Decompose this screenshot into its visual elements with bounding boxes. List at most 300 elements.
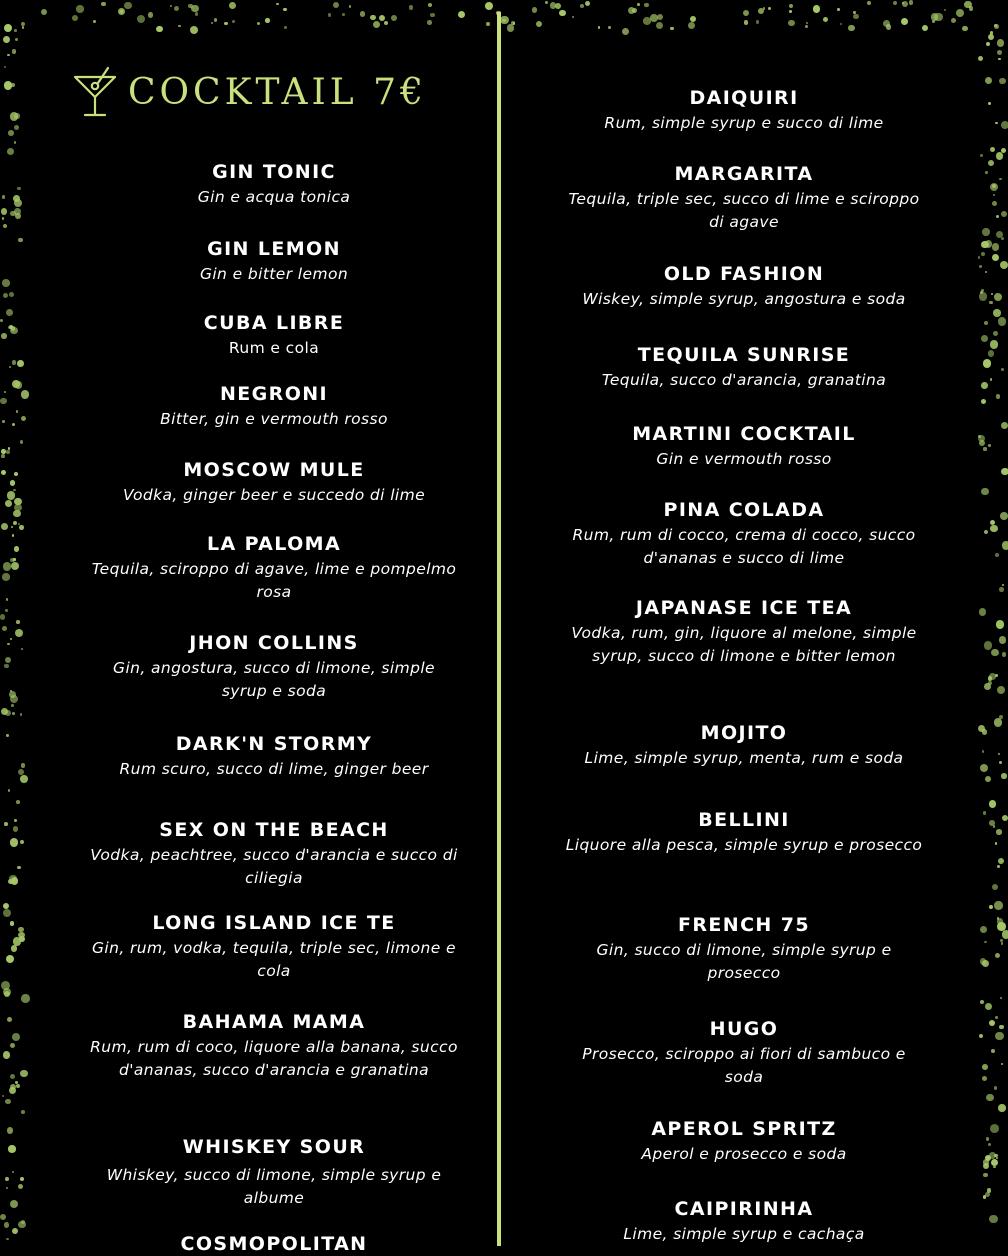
speckle-dot	[991, 1049, 995, 1053]
speckle-dot	[384, 21, 389, 26]
menu-item-negroni	[90, 382, 458, 431]
speckle-dot	[628, 7, 635, 14]
speckle-dot	[979, 608, 987, 616]
speckle-dot	[507, 24, 514, 31]
speckle-dot	[990, 147, 995, 152]
speckle-dot	[997, 922, 1005, 930]
speckle-dot	[985, 271, 987, 273]
speckle-dot	[983, 359, 992, 368]
speckle-dot	[0, 319, 3, 322]
speckle-dot	[7, 491, 15, 499]
speckle-dot	[190, 26, 198, 34]
speckle-dot	[284, 26, 287, 29]
speckle-dot	[998, 753, 1000, 755]
speckle-dot	[156, 26, 163, 33]
item-desc: Tequila, succo d'arancia, granatina	[601, 371, 887, 389]
item-name: DARK'N STORMY	[175, 733, 373, 755]
speckle-dot	[992, 254, 999, 261]
speckle-dot	[8, 130, 14, 136]
speckle-dot	[788, 20, 794, 26]
speckle-dot	[999, 78, 1006, 85]
speckle-dot	[2, 626, 7, 631]
speckle-dot	[988, 160, 994, 166]
speckle-dot	[0, 398, 6, 404]
speckle-dot	[1002, 541, 1008, 550]
speckle-dot	[9, 1087, 16, 1094]
speckle-dot	[848, 25, 855, 32]
speckle-dot	[996, 231, 1003, 238]
speckle-dot	[996, 394, 1000, 398]
menu-item-cosmopolitan	[90, 1232, 458, 1256]
speckle-dot	[992, 201, 997, 206]
speckle-dot	[997, 865, 1000, 868]
speckle-dot	[486, 22, 490, 26]
speckle-dot	[12, 1033, 20, 1041]
speckle-dot	[643, 17, 650, 24]
item-name: LONG ISLAND ICE TE	[152, 912, 396, 934]
speckle-dot	[10, 921, 14, 925]
speckle-dot	[670, 27, 674, 31]
speckle-dot	[4, 822, 8, 826]
speckle-dot	[19, 525, 24, 530]
speckle-dot	[6, 1187, 8, 1189]
speckle-dot	[536, 21, 542, 27]
speckle-dot	[2, 1095, 5, 1098]
item-desc: Tequila, sciroppo di agave, lime e pompelmo rosa	[91, 560, 457, 601]
speckle-dot	[637, 3, 640, 6]
speckle-dot	[3, 909, 11, 917]
speckle-dot	[982, 729, 988, 735]
speckle-dot	[985, 171, 988, 174]
speckle-dot	[232, 20, 235, 23]
speckle-dot	[978, 256, 980, 258]
speckle-dot	[21, 1110, 25, 1114]
speckle-dot	[7, 54, 9, 56]
speckle-dot	[1002, 652, 1007, 657]
speckle-dot	[1, 981, 10, 990]
speckle-dot	[21, 648, 23, 650]
speckle-dot	[4, 391, 6, 393]
speckle-dot	[18, 1184, 23, 1189]
menu-header	[72, 64, 427, 120]
speckle-dot	[994, 293, 1003, 302]
speckle-dot	[6, 598, 9, 601]
speckle-dot	[17, 187, 20, 190]
speckle-dot	[893, 1, 897, 5]
speckle-dot	[644, 3, 649, 8]
speckle-dot	[8, 447, 11, 450]
speckle-dot	[12, 423, 15, 426]
martini-glass-icon	[72, 65, 118, 119]
speckle-dot	[996, 620, 1005, 629]
speckle-dot	[789, 10, 792, 13]
item-name: PINA COLADA	[663, 499, 825, 521]
speckle-dot	[982, 1076, 987, 1081]
speckle-dot	[9, 366, 11, 368]
speckle-dot	[10, 1074, 15, 1079]
speckle-dot	[14, 199, 22, 207]
speckle-dot	[12, 534, 15, 537]
speckle-dot	[4, 991, 10, 997]
speckle-dot	[979, 1034, 983, 1038]
speckle-dot	[979, 292, 987, 300]
speckle-dot	[572, 16, 574, 18]
item-desc: Gin e acqua tonica	[197, 188, 351, 206]
speckle-dot	[980, 764, 988, 772]
speckle-dot	[984, 530, 988, 534]
speckle-dot	[11, 526, 13, 528]
speckle-dot	[999, 587, 1004, 592]
speckle-dot	[11, 562, 19, 570]
item-name: JHON COLLINS	[189, 632, 359, 654]
speckle-dot	[3, 36, 10, 43]
speckle-dot	[21, 416, 26, 421]
item-name: BELLINI	[698, 809, 790, 831]
menu-item-la-paloma	[90, 532, 458, 604]
speckle-dot	[763, 7, 766, 10]
speckle-dot	[20, 1070, 27, 1077]
speckle-dot	[5, 1177, 9, 1181]
menu-item-cuba-libre	[90, 311, 458, 360]
speckle-dot	[93, 20, 96, 23]
speckle-dot	[981, 241, 989, 249]
speckle-dot	[988, 350, 994, 356]
speckle-dot	[4, 664, 8, 668]
speckle-dot	[3, 1051, 11, 1059]
speckle-dot	[995, 953, 1000, 958]
speckle-dot	[3, 562, 12, 571]
speckle-dot	[14, 125, 19, 130]
speckle-dot	[224, 22, 227, 25]
speckle-dot	[14, 141, 17, 144]
speckle-dot	[18, 238, 22, 242]
speckle-dot	[993, 825, 996, 828]
menu-item-long-island-ice-te	[90, 911, 458, 983]
speckle-dot	[5, 500, 12, 507]
speckle-dot	[41, 9, 48, 16]
speckle-dot	[688, 22, 696, 30]
speckle-dot	[768, 7, 771, 10]
speckle-dot	[6, 450, 10, 454]
menu-item-mojito	[562, 721, 926, 770]
menu-item-gin-lemon	[90, 237, 458, 286]
speckle-dot	[2, 279, 10, 287]
speckle-dot	[8, 1145, 15, 1152]
item-desc: Gin e vermouth rosso	[656, 450, 832, 468]
speckle-dot	[12, 380, 20, 388]
menu-item-moscow-mule	[90, 458, 458, 507]
menu-item-bahama-mama	[90, 1010, 458, 1082]
speckle-dot	[1, 708, 8, 715]
item-desc: Whiskey, succo di limone, simple syrup e albume	[106, 1166, 442, 1207]
speckle-dot	[1001, 1063, 1003, 1065]
speckle-dot	[21, 390, 29, 398]
speckle-dot	[16, 800, 20, 804]
item-desc: Wiskey, simple syrup, angostura e soda	[582, 290, 906, 308]
speckle-dot	[6, 734, 9, 737]
speckle-dot	[3, 293, 8, 298]
item-name: MARGARITA	[674, 163, 814, 185]
speckle-dot	[993, 194, 995, 196]
speckle-dot	[195, 12, 198, 15]
speckle-dot	[485, 2, 493, 10]
speckle-dot	[980, 1000, 984, 1004]
speckle-dot	[17, 866, 20, 869]
speckle-dot	[532, 7, 537, 12]
speckle-dot	[12, 1228, 18, 1234]
speckle-dot	[988, 681, 992, 685]
speckle-dot	[430, 13, 434, 17]
speckle-dot	[585, 1, 590, 6]
speckle-dot	[944, 9, 946, 11]
item-name: APEROL SPRITZ	[651, 1118, 837, 1140]
speckle-dot	[178, 25, 181, 28]
speckle-dot	[12, 360, 16, 364]
speckle-dot	[1001, 422, 1008, 429]
speckle-dot	[983, 1173, 987, 1177]
speckle-dot	[2, 217, 5, 220]
speckle-dot	[598, 26, 601, 29]
speckle-dot	[20, 713, 23, 716]
speckle-dot	[806, 22, 808, 24]
speckle-dot	[932, 20, 935, 23]
speckle-dot	[124, 2, 131, 9]
item-desc: Liquore alla pesca, simple syrup e prosecco	[565, 836, 923, 854]
speckle-dot	[980, 926, 987, 933]
speckle-dot	[265, 18, 269, 22]
item-name: WHISKEY SOUR	[182, 1136, 366, 1158]
item-desc: Aperol e prosecco e soda	[641, 1145, 847, 1163]
speckle-dot	[988, 34, 994, 40]
speckle-dot	[999, 1025, 1004, 1030]
column-divider	[497, 12, 501, 1246]
speckle-dot	[283, 8, 287, 12]
speckle-dot	[1001, 773, 1006, 778]
speckle-dot	[991, 1159, 998, 1166]
speckle-dot	[969, 6, 974, 11]
item-name: BAHAMA MAMA	[182, 1011, 366, 1033]
menu-item-french-75	[562, 913, 926, 985]
speckle-dot	[985, 1003, 993, 1011]
speckle-dot	[137, 15, 145, 23]
speckle-dot	[360, 11, 366, 17]
speckle-dot	[7, 1127, 13, 1133]
speckle-dot	[21, 994, 30, 1003]
speckle-dot	[997, 50, 1002, 55]
speckle-dot	[981, 382, 987, 388]
speckle-dot	[995, 842, 997, 844]
speckle-dot	[951, 18, 956, 23]
speckle-dot	[608, 26, 611, 29]
speckle-dot	[989, 905, 993, 909]
speckle-dot	[994, 24, 999, 29]
menu-item-bellini	[562, 808, 926, 857]
speckle-dot	[276, 3, 278, 5]
speckle-dot	[902, 1, 908, 7]
speckle-dot	[837, 8, 840, 11]
speckle-dot	[986, 42, 990, 46]
menu-item-tequila-sunrise	[562, 343, 926, 392]
speckle-dot	[229, 2, 236, 9]
speckle-dot	[1001, 368, 1004, 371]
speckle-dot	[15, 629, 23, 637]
speckle-dot	[20, 1177, 25, 1182]
speckle-dot	[22, 26, 25, 29]
speckle-dot	[428, 3, 432, 7]
speckle-dot	[1000, 997, 1002, 999]
speckle-dot	[743, 10, 749, 16]
speckle-dot	[994, 718, 1002, 726]
item-name: GIN TONIC	[212, 161, 336, 183]
speckle-dot	[7, 643, 10, 646]
speckle-dot	[853, 14, 859, 20]
speckle-dot	[909, 0, 914, 5]
speckle-dot	[994, 901, 1002, 909]
speckle-dot	[16, 620, 20, 624]
item-desc: Vodka, ginger beer e succedo di lime	[122, 486, 426, 504]
speckle-dot	[986, 1137, 989, 1140]
item-desc: Vodka, rum, gin, liquore al melone, simple syrup, succo di limone e bitter lemon	[571, 624, 917, 665]
speckle-dot	[211, 22, 213, 24]
speckle-dot	[756, 20, 760, 24]
item-name: SEX ON THE BEACH	[159, 819, 389, 841]
item-name: TEQUILA SUNRISE	[637, 344, 851, 366]
menu-item-sex-on-the-beach	[90, 818, 458, 890]
speckle-dot	[1, 449, 5, 453]
speckle-dot	[8, 326, 12, 330]
speckle-dot	[15, 38, 18, 41]
speckle-dot	[985, 77, 992, 84]
speckle-dot	[989, 1020, 995, 1026]
speckle-dot	[174, 6, 179, 11]
speckle-dot	[962, 26, 967, 31]
speckle-dot	[990, 1124, 999, 1133]
item-desc: Rum, rum di coco, liquore alla banana, succo d'ananas, succo d'arancia e granatina	[90, 1038, 458, 1079]
speckle-dot	[988, 1143, 991, 1146]
speckle-dot	[840, 23, 843, 26]
speckle-dot	[118, 8, 125, 15]
item-desc: Lime, simple syrup, menta, rum e soda	[584, 749, 904, 767]
item-desc: Rum, rum di cocco, crema di cocco, succo d'ananas e succo di lime	[572, 526, 916, 567]
item-name: MARTINI COCKTAIL	[632, 423, 856, 445]
speckle-dot	[996, 152, 1003, 159]
speckle-dot	[867, 1, 871, 5]
speckle-dot	[370, 15, 376, 21]
speckle-dot	[349, 5, 352, 8]
speckle-dot	[1000, 512, 1008, 520]
speckle-dot	[427, 20, 432, 25]
speckle-dot	[12, 712, 15, 715]
item-name: LA PALOMA	[206, 533, 342, 555]
speckle-dot	[997, 39, 1004, 46]
speckle-dot	[13, 521, 17, 525]
speckle-dot	[995, 674, 998, 677]
speckle-dot	[1000, 261, 1008, 270]
item-name: NEGRONI	[219, 383, 329, 405]
menu-item-japanase-ice-tea	[562, 596, 926, 668]
speckle-dot	[17, 360, 24, 367]
speckle-dot	[10, 695, 18, 703]
speckle-dot	[8, 879, 14, 885]
item-name: GIN LEMON	[207, 238, 341, 260]
speckle-dot	[1001, 121, 1008, 129]
speckle-dot	[998, 858, 1004, 864]
speckle-dot	[11, 704, 14, 707]
speckle-dot	[1001, 468, 1008, 475]
item-name: OLD FASHION	[663, 263, 825, 285]
speckle-dot	[978, 56, 983, 61]
speckle-dot	[1002, 584, 1004, 586]
speckle-dot	[10, 1200, 18, 1208]
speckle-dot	[984, 321, 989, 326]
menu-item-margarita	[562, 162, 926, 234]
menu-item-pina-colada	[562, 498, 926, 570]
speckle-dot	[981, 488, 989, 496]
item-name: COSMOPOLITAN	[180, 1233, 368, 1255]
speckle-dot	[5, 1099, 10, 1104]
speckle-dot	[12, 1171, 15, 1174]
speckle-dot	[342, 13, 345, 16]
speckle-dot	[333, 2, 339, 8]
speckle-dot	[1, 454, 5, 458]
speckle-dot	[8, 789, 11, 792]
speckle-dot	[992, 243, 1000, 251]
speckle-dot	[982, 228, 989, 235]
speckle-dot	[14, 819, 17, 822]
speckle-dot	[998, 58, 1000, 60]
speckle-dot	[990, 31, 993, 34]
speckle-dot	[987, 1188, 992, 1193]
speckle-dot	[1000, 939, 1003, 942]
speckle-dot	[983, 811, 987, 815]
speckle-dot	[4, 24, 12, 32]
speckle-dot	[14, 504, 22, 512]
speckle-dot	[13, 489, 16, 492]
speckle-dot	[981, 335, 988, 342]
item-desc: Rum, simple syrup e succo di lime	[604, 114, 884, 132]
speckle-dot	[1001, 942, 1004, 945]
speckle-dot	[545, 1, 548, 4]
speckle-dot	[10, 211, 15, 216]
speckle-dot	[988, 102, 991, 105]
speckle-dot	[5, 609, 7, 611]
speckle-dot	[6, 955, 14, 963]
speckle-dot	[993, 331, 998, 336]
speckle-dot	[7, 1017, 12, 1022]
speckle-dot	[16, 410, 18, 412]
speckle-dot	[11, 83, 15, 87]
speckle-dot	[983, 447, 986, 450]
speckle-dot	[76, 5, 83, 12]
speckle-dot	[986, 1094, 993, 1101]
speckle-dot	[989, 1215, 997, 1223]
speckle-dot	[744, 20, 748, 24]
menu-item-old-fashion	[562, 262, 926, 311]
speckle-dot	[993, 1166, 996, 1169]
speckle-dot	[10, 838, 19, 847]
speckle-dot	[170, 5, 173, 8]
speckle-dot	[998, 1104, 1006, 1112]
speckle-dot	[995, 1032, 1004, 1041]
item-desc: Prosecco, sciroppo ai fiori di sambuco e soda	[582, 1045, 906, 1086]
speckle-dot	[555, 3, 561, 9]
speckle-dot	[409, 5, 414, 10]
speckle-dot	[989, 301, 993, 305]
item-desc: Rum e cola	[228, 339, 320, 357]
speckle-dot	[981, 399, 986, 404]
speckle-dot	[1, 208, 8, 215]
speckle-dot	[9, 292, 14, 297]
